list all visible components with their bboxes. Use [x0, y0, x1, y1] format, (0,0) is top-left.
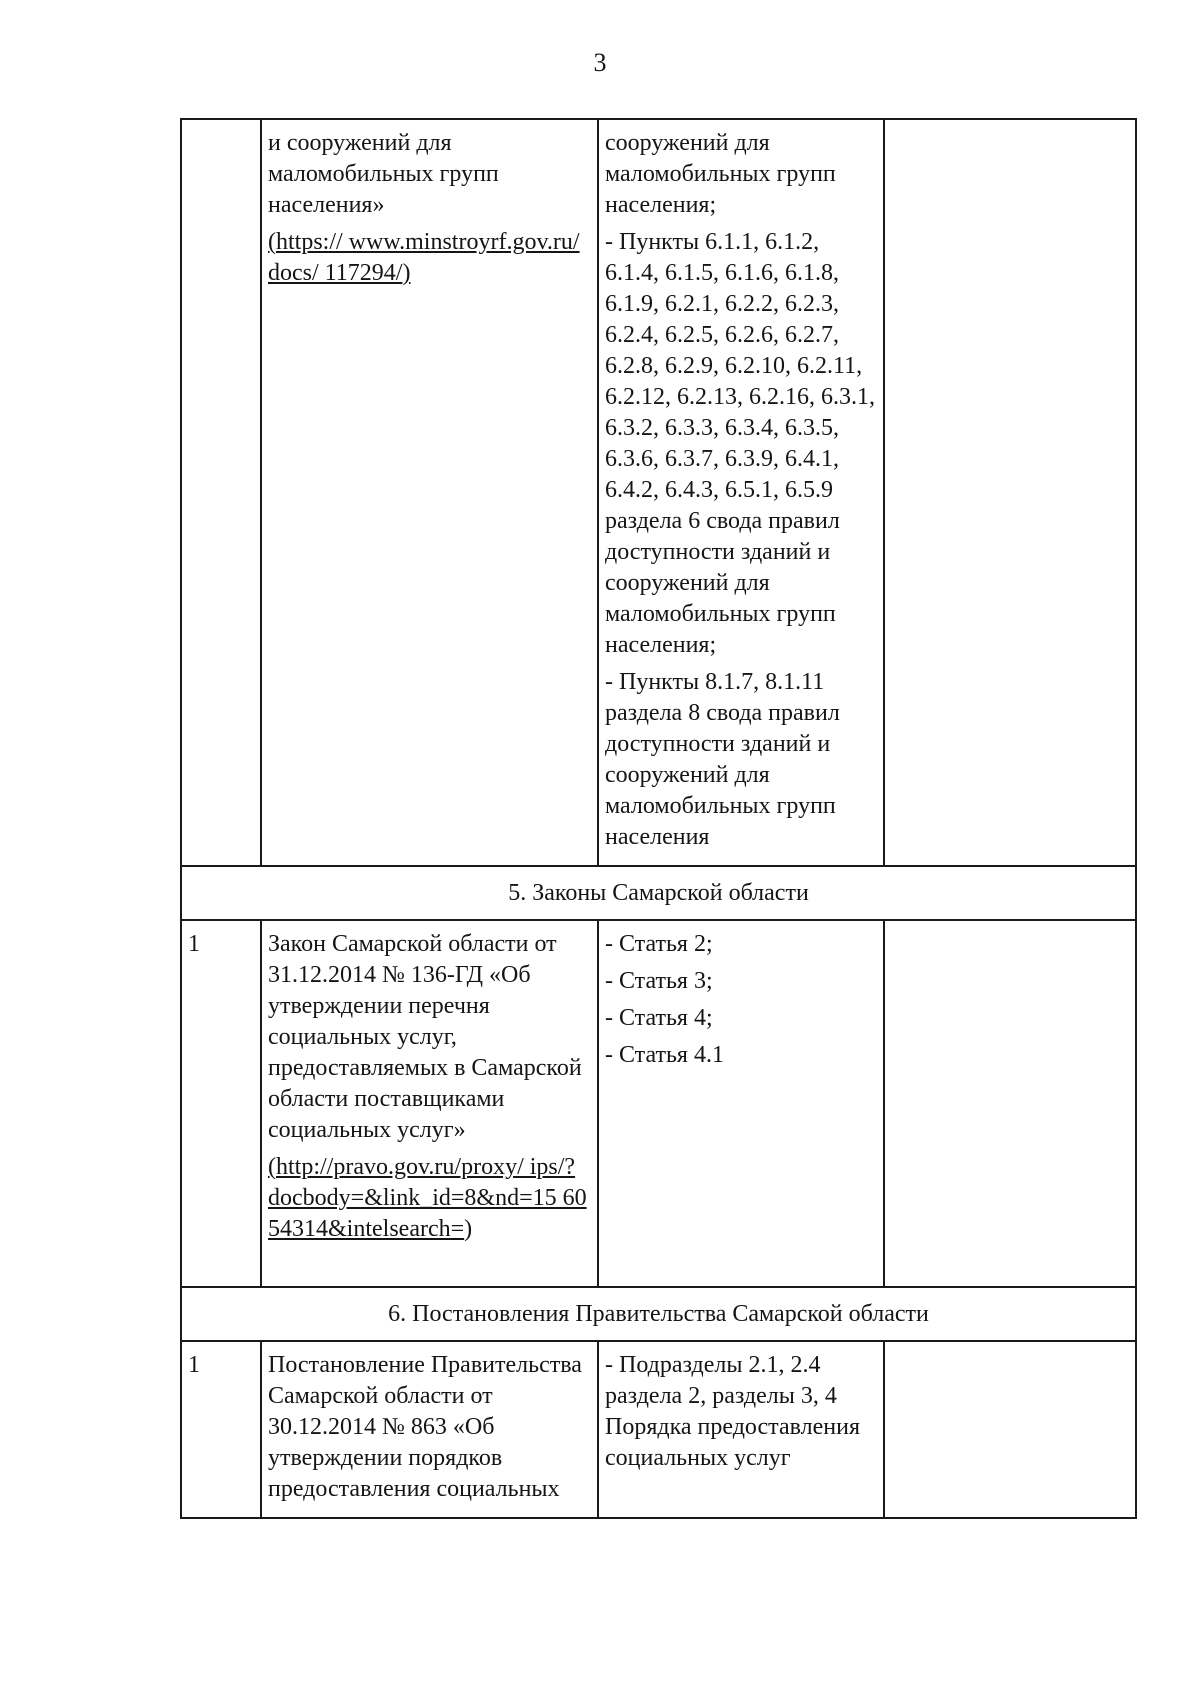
- document-link[interactable]: https:// www.minstroyrf.gov.ru/docs/ 117294/: [268, 229, 580, 286]
- notes-cell: [884, 920, 1136, 1287]
- document-link[interactable]: http://pravo.gov.ru/proxy/ ips/? docbody=&link_id=8&nd=15 6054314&intelsearch=: [268, 1154, 587, 1242]
- table-row: [181, 1341, 1136, 1518]
- row-number-cell: 1: [181, 920, 261, 1287]
- document-cell: [261, 119, 598, 866]
- document-title: Закон Самарской области от 31.12.2014 № 136-ГД «Об утверждении перечня социальных услуг, предоставляемых в Самарской области поставщиками социальных услуг»: [268, 931, 582, 1143]
- provision-item: - Статья 2;: [605, 931, 713, 957]
- provision-item: - Подразделы 2.1, 2.4 раздела 2, разделы 3, 4 Порядка предоставления социальных услуг: [605, 1352, 860, 1471]
- document-link-block: (https:// www.minstroyrf.gov.ru/docs/ 117294/): [268, 229, 580, 286]
- row-number-cell: 1: [181, 1341, 261, 1518]
- provision-item: - Пункты 8.1.7, 8.1.11 раздела 8 свода правил доступности зданий и сооружений для маломобильных групп населения: [605, 669, 840, 850]
- document-title: и сооружений для маломобильных групп населения»: [268, 130, 499, 218]
- provision-item: - Статья 3;: [605, 968, 713, 994]
- provision-item: - Статья 4;: [605, 1005, 713, 1031]
- section-heading: 5. Законы Самарской области: [181, 866, 1136, 920]
- notes-cell: [884, 119, 1136, 866]
- document-link-block: (http://pravo.gov.ru/proxy/ ips/? docbody=&link_id=8&nd=15 6054314&intelsearch=): [268, 1154, 587, 1242]
- document-title: Постановление Правительства Самарской области от 30.12.2014 № 863 «Об утверждении порядков предоставления социальных: [268, 1352, 582, 1502]
- section-header-row: [181, 866, 1136, 920]
- provisions-cell: [598, 1341, 884, 1518]
- provisions-cell: [598, 920, 884, 1287]
- document-cell: [261, 920, 598, 1287]
- section-heading: 6. Постановления Правительства Самарской области: [181, 1287, 1136, 1341]
- provision-item: - Пункты 6.1.1, 6.1.2, 6.1.4, 6.1.5, 6.1.6, 6.1.8, 6.1.9, 6.2.1, 6.2.2, 6.2.3, 6.2.4, 6.2.5, 6.2.6, 6.2.7, 6.2.8, 6.2.9, 6.2.10, 6.2.11, 6.2.12, 6.2.13, 6.2.16, 6.3.1, 6.3.2, 6.3.3, 6.3.4, 6.3.5, 6.3.6, 6.3.7, 6.3.9, 6.4.1, 6.4.2, 6.4.3, 6.5.1, 6.5.9 раздела 6 свода правил доступности зданий и сооружений для маломобильных групп населения;: [605, 229, 875, 658]
- legal-acts-table: [180, 118, 1137, 1519]
- section-header-row: [181, 1287, 1136, 1341]
- provisions-cell: [598, 119, 884, 866]
- provision-item: сооружений для маломобильных групп населения;: [605, 130, 836, 218]
- document-cell: [261, 1341, 598, 1518]
- page-number: 3: [593, 48, 607, 77]
- table-row: [181, 119, 1136, 866]
- table-row: [181, 920, 1136, 1287]
- provision-item: - Статья 4.1: [605, 1042, 724, 1068]
- row-number-cell: [181, 119, 261, 866]
- notes-cell: [884, 1341, 1136, 1518]
